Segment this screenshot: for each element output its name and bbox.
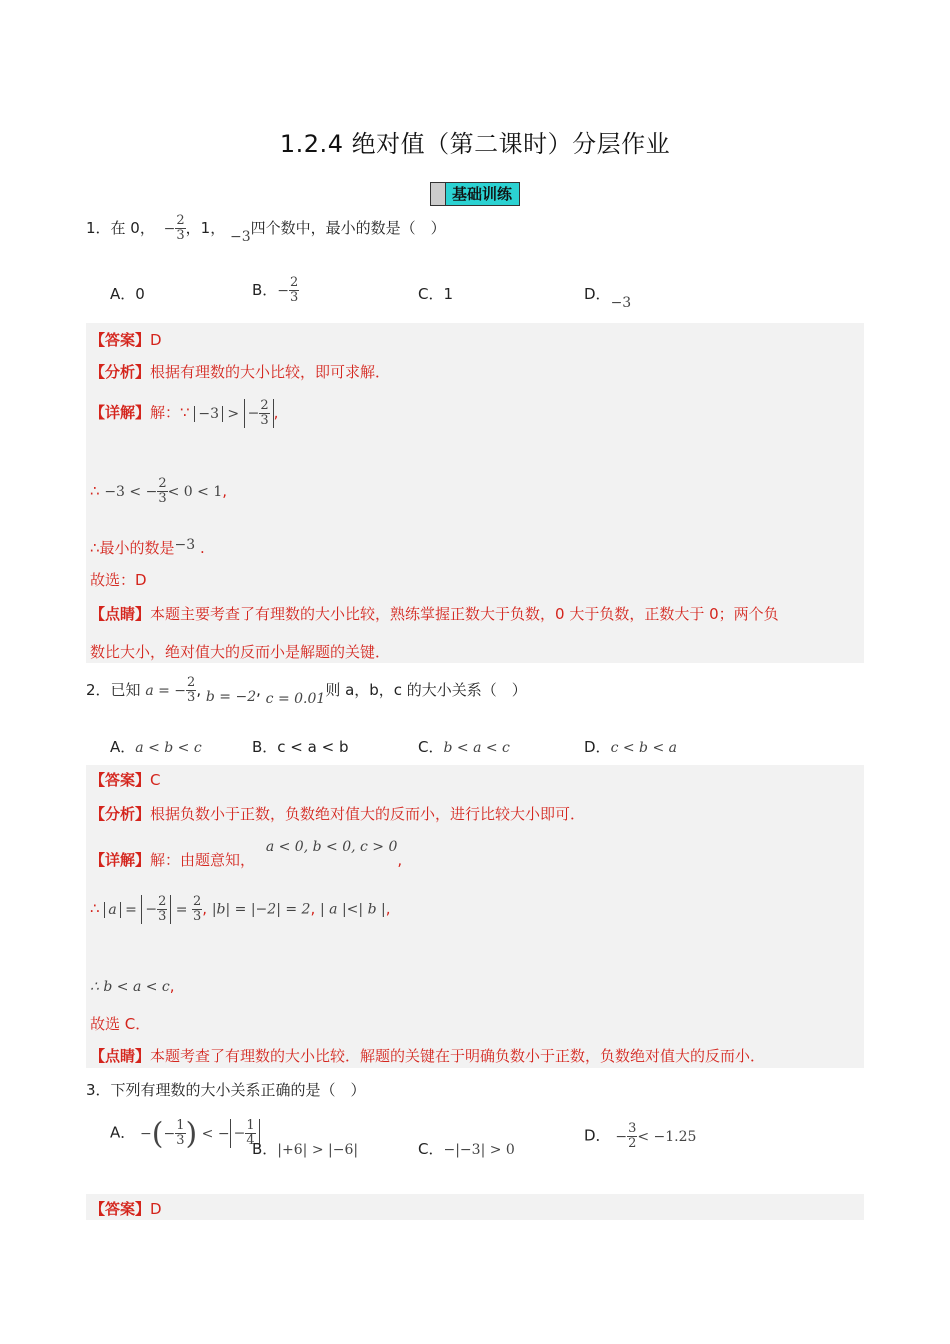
- q3-stem: 3．下列有理数的大小关系正确的是（ ）: [86, 1081, 366, 1099]
- q1-comment-line1: 【点睛】本题主要考查了有理数的大小比较，熟练掌握正数大于负数，0 大于负数，正数大于 0；两个负: [90, 605, 779, 623]
- q2-option-c[interactable]: C．b < a < c: [418, 738, 510, 756]
- q2-answer: 【答案】C: [90, 771, 161, 789]
- q1-detail: 【详解】解：∵ −3 > − $\frac{2}{3}$ ,: [90, 398, 279, 428]
- q3-answer-panel: [86, 1194, 864, 1220]
- q2-choose: 故选 C．: [90, 1015, 151, 1033]
- q3-option-b[interactable]: B．|+6| > |−6|: [252, 1140, 359, 1158]
- q3-option-d[interactable]: D． − $\frac{3}{2}$ < −1.25: [584, 1121, 697, 1151]
- q3-option-a[interactable]: A． −(− $\frac{1}{3}$ ) < − − $\frac{1}{4}$: [110, 1116, 260, 1151]
- q2-result: ∴ b < a < c,: [90, 977, 175, 995]
- q1-option-a[interactable]: A．0: [110, 285, 145, 303]
- q2-option-b[interactable]: B．c < a < b: [252, 738, 349, 756]
- q1-analysis: 【分析】根据有理数的大小比较，即可求解．: [90, 363, 391, 381]
- q1-option-b[interactable]: B．− $\frac{2}{3}$: [252, 275, 299, 305]
- q2-option-d[interactable]: D．c < b < a: [584, 738, 677, 756]
- q1-option-d[interactable]: D．−3: [584, 285, 632, 311]
- section-label: [430, 182, 520, 206]
- q2-detail: 【详解】解：由题意知， a < 0, b < 0, c > 0,: [90, 839, 403, 869]
- q2-option-a[interactable]: A．a < b < c: [110, 738, 202, 756]
- q3-option-c[interactable]: C．−|−3| > 0: [418, 1140, 515, 1158]
- q3-answer: 【答案】D: [90, 1200, 162, 1218]
- q2-comment: 【点睛】本题考查了有理数的大小比较．解题的关键在于明确负数小于正数，负数绝对值大的反而小．: [90, 1047, 766, 1065]
- q2-answer-panel: [86, 765, 864, 1068]
- q1-choose: 故选：D: [90, 571, 147, 589]
- q2-detail-abs: ∴ a = − $\frac{2}{3}$ = $\frac{2}{3}$ , |b| = |−2| = 2, | a |<| b |,: [90, 894, 391, 924]
- q2-analysis: 【分析】根据负数小于正数，负数绝对值大的反而小，进行比较大小即可．: [90, 805, 586, 823]
- section-checkbox: [431, 183, 446, 205]
- q1-detail-inequality: ∴ −3 < − $\frac{2}{3}$ < 0 < 1,: [90, 476, 228, 506]
- q1-detail-result: ∴最小的数是−3 .: [90, 537, 205, 557]
- q1-option-c[interactable]: C．1: [418, 285, 454, 303]
- page-title: 1.2.4 绝对值（第二课时）分层作业: [279, 130, 671, 158]
- q1-answer-panel: [86, 323, 864, 663]
- q2-stem: 2．已知 a = − $\frac{2}{3}$ , b = −2, c = 0.01则 a，b，c 的大小关系（ ）: [86, 675, 527, 707]
- q1-stem: 1．在 0， − $\frac{2}{3}$ ，1， −3四个数中，最小的数是（ ）: [86, 213, 446, 245]
- q1-comment-line2: 数比大小，绝对值大的反而小是解题的关键．: [90, 643, 391, 661]
- q1-answer: 【答案】D: [90, 331, 162, 349]
- section-text: 基础训练: [451, 185, 512, 203]
